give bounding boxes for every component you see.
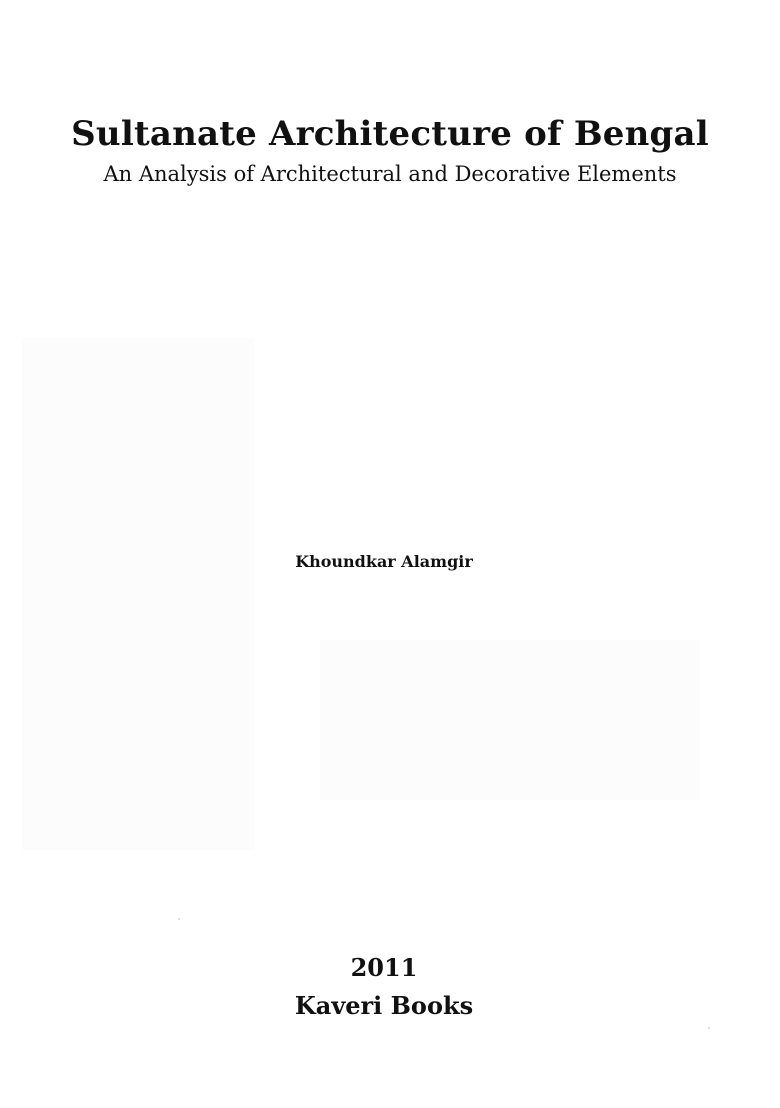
scan-speck [178, 918, 180, 920]
book-subtitle: An Analysis of Architectural and Decorative Elements [103, 162, 677, 186]
scan-shading-right [320, 640, 700, 800]
book-title: Sultanate Architecture of Bengal [71, 114, 709, 154]
scan-shading-left [22, 338, 254, 850]
author-name: Khoundkar Alamgir [295, 552, 473, 571]
publisher-name: Kaveri Books [294, 991, 474, 1020]
scan-speck [708, 1027, 710, 1029]
publication-year: 2011 [350, 953, 418, 982]
